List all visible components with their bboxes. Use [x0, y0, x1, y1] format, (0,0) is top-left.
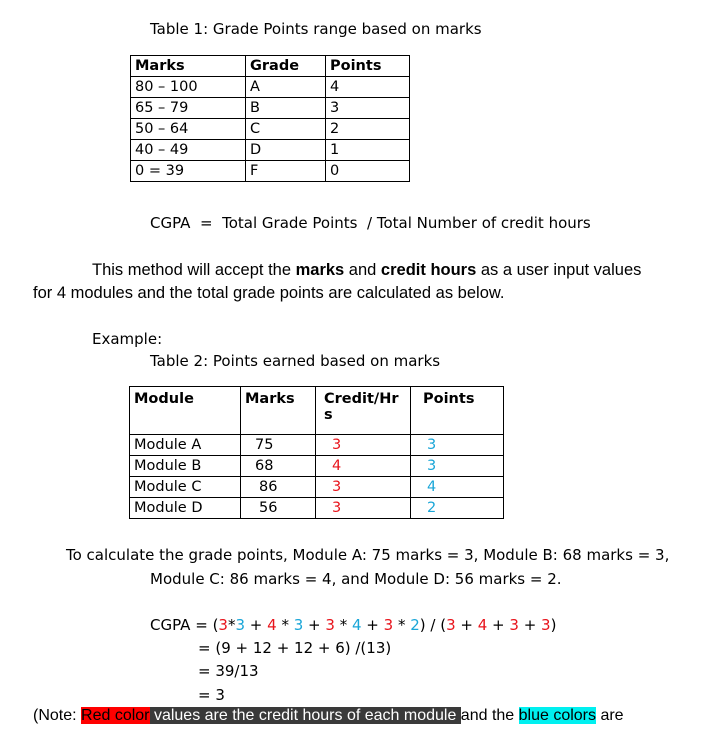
table2-cell-credit: 3: [316, 435, 411, 456]
table2-cell-points: 4: [411, 477, 504, 498]
note-text: and the: [460, 707, 519, 724]
credit-header-part: s: [324, 407, 333, 423]
table2-cell: 86: [241, 477, 316, 498]
credit-value: 3: [325, 616, 335, 634]
note-text: are: [596, 707, 624, 724]
credit-value: 3: [446, 616, 456, 634]
operator: *: [393, 616, 411, 634]
table-row: [131, 77, 410, 98]
credit-value: 3: [509, 616, 519, 634]
note-line: [33, 707, 624, 725]
table2-header-marks: Marks: [241, 387, 316, 435]
credit-value: 4: [267, 616, 277, 634]
paren: ): [550, 616, 557, 634]
table2-cell-points: 3: [411, 435, 504, 456]
table2-cell: Module C: [130, 477, 241, 498]
table1-cell: 0: [326, 161, 410, 182]
credit-value: 4: [477, 616, 488, 634]
cgpa-step-4: = 3: [198, 686, 225, 704]
table1-caption: Table 1: Grade Points range based on marks: [150, 20, 482, 38]
blue-colors-highlight: blue colors: [518, 707, 596, 724]
table2-header-credit: [316, 387, 411, 435]
table1-header-marks: Marks: [131, 56, 246, 77]
table1-cell: A: [246, 77, 326, 98]
table2-cell: Module D: [130, 498, 241, 519]
operator: +: [487, 616, 510, 634]
table-row: [131, 140, 410, 161]
table1-cell: B: [246, 98, 326, 119]
cgpa-calc-line: [150, 616, 556, 634]
table2-cell-points: 2: [411, 498, 504, 519]
operator: +: [245, 616, 268, 634]
calc-line-1: To calculate the grade points, Module A: 75 marks = 3, Module B: 68 marks = 3,: [66, 546, 670, 564]
table1-cell: F: [246, 161, 326, 182]
points-earned-table: [129, 386, 504, 519]
method-line-2: for 4 modules and the total grade points are calculated as below.: [33, 284, 505, 302]
table1-header-grade: Grade: [246, 56, 326, 77]
operator: *: [334, 616, 352, 634]
method-text: as a user input values: [476, 261, 642, 279]
marks-bold: marks: [295, 261, 345, 279]
cgpa-step-2: = (9 + 12 + 12 + 6) /(13): [198, 639, 392, 657]
table1-header-points: Points: [326, 56, 410, 77]
credit-header-part: Credit/Hr: [324, 391, 399, 407]
table-row: [130, 435, 504, 456]
table1-cell: 3: [326, 98, 410, 119]
table2-cell: Module B: [130, 456, 241, 477]
method-text: and: [344, 261, 381, 279]
cgpa-calc-label: CGPA =: [150, 616, 208, 634]
table1-cell: 50 – 64: [131, 119, 246, 140]
table1-cell: 4: [326, 77, 410, 98]
table-row: [131, 119, 410, 140]
cgpa-step-3: = 39/13: [198, 662, 259, 680]
example-label: Example:: [92, 330, 163, 348]
table2-cell-credit: 4: [316, 456, 411, 477]
table2-header-points: Points: [411, 387, 504, 435]
operator: +: [361, 616, 384, 634]
operator: +: [518, 616, 542, 634]
table-row: [131, 98, 410, 119]
method-text: This method will accept the: [92, 261, 296, 279]
table2-cell: 56: [241, 498, 316, 519]
table1-cell: 0 = 39: [131, 161, 246, 182]
note-prefix: (Note:: [33, 707, 82, 724]
credit-value: 3: [383, 616, 394, 634]
equals-sign: =: [200, 214, 213, 232]
credit-hours-bold: credit hours: [380, 261, 477, 279]
table2-caption: Table 2: Points earned based on marks: [150, 352, 441, 370]
points-value: 4: [351, 616, 362, 634]
points-value: 3: [235, 616, 246, 634]
table1-cell: 1: [326, 140, 410, 161]
operator: *: [276, 616, 294, 634]
cgpa-label: CGPA: [150, 214, 191, 232]
table1-cell: 2: [326, 119, 410, 140]
paren: (: [212, 616, 219, 634]
table2-cell: 68: [241, 456, 316, 477]
note-redacted-text: values are the credit hours of each module: [149, 707, 461, 724]
table1-cell: C: [246, 119, 326, 140]
formula-slash: /: [367, 214, 373, 232]
table1-cell: 65 – 79: [131, 98, 246, 119]
table2-cell: Module A: [130, 435, 241, 456]
operator: ) / (: [419, 616, 447, 634]
operator: +: [455, 616, 478, 634]
table-row: [130, 498, 504, 519]
table2-header-module: Module: [130, 387, 241, 435]
red-color-highlight: Red color: [81, 707, 150, 724]
points-value: 3: [293, 616, 304, 634]
points-value: 2: [410, 616, 420, 634]
credit-value: 3: [541, 616, 551, 634]
operator: *: [227, 616, 236, 634]
credit-value: 3: [218, 616, 228, 634]
operator: +: [303, 616, 326, 634]
table-row: [130, 456, 504, 477]
formula-numerator: Total Grade Points: [222, 214, 358, 232]
table1-cell: 80 – 100: [131, 77, 246, 98]
table1-cell: D: [246, 140, 326, 161]
calc-line-2: Module C: 86 marks = 4, and Module D: 56 marks = 2.: [150, 570, 562, 588]
table2-cell: 75: [241, 435, 316, 456]
formula-denominator: Total Number of credit hours: [376, 214, 591, 232]
table2-cell-points: 3: [411, 456, 504, 477]
cgpa-formula: [150, 214, 591, 232]
table2-cell-credit: 3: [316, 477, 411, 498]
table1-cell: 40 – 49: [131, 140, 246, 161]
method-line-1: [92, 261, 641, 279]
table-row: [130, 477, 504, 498]
table2-cell-credit: 3: [316, 498, 411, 519]
table-row: [131, 161, 410, 182]
grade-points-table: [130, 55, 410, 182]
